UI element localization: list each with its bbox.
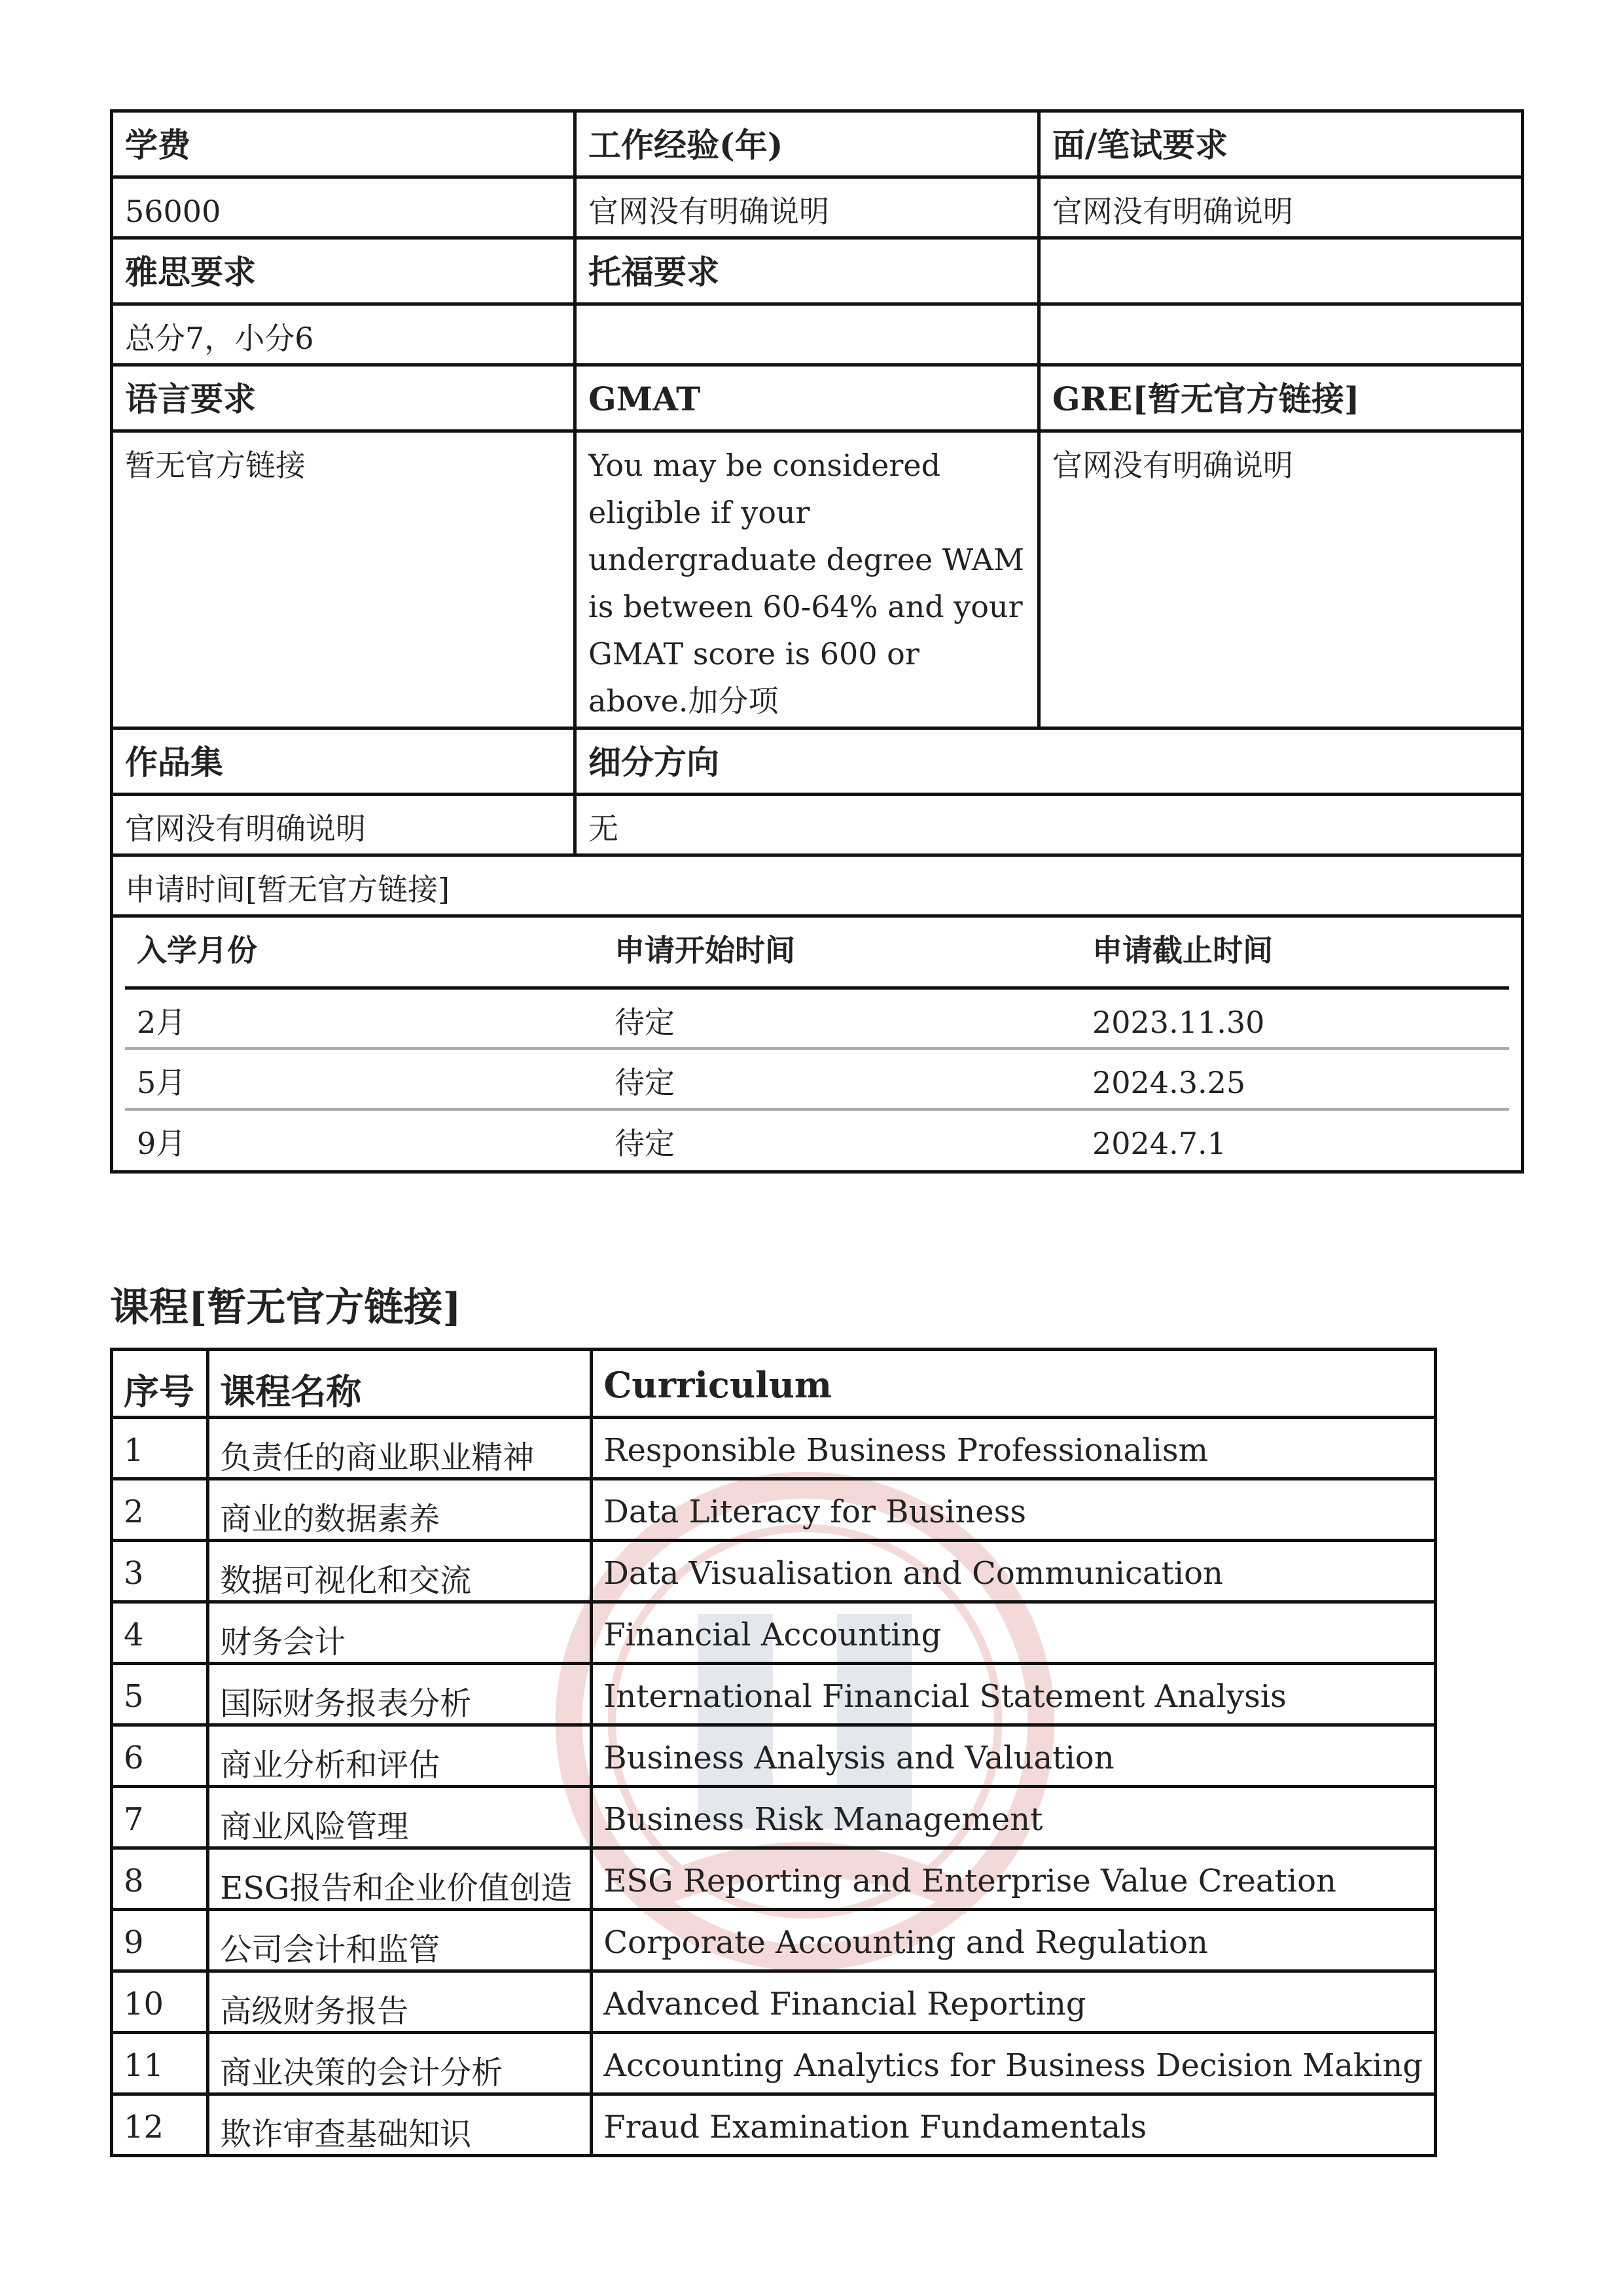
- intake-deadline: 2023.11.30: [1080, 988, 1509, 1049]
- table-row: [112, 1910, 1436, 1971]
- course-curriculum: Responsible Business Professionalism: [592, 1418, 1436, 1479]
- table-row: [112, 2094, 1436, 2156]
- ielts-value: 总分7，小分6: [112, 304, 575, 365]
- intake-deadline-header: 申请截止时间: [1080, 918, 1509, 988]
- intake-deadline: 2024.7.1: [1092, 1126, 1226, 1161]
- ielts-label: 雅思要求: [112, 238, 575, 304]
- course-name: 商业的数据素养: [208, 1479, 592, 1541]
- tuition-label: 学费: [112, 111, 575, 177]
- intake-month-header: 入学月份: [125, 918, 603, 988]
- intake-start: 待定: [603, 1049, 1080, 1109]
- table-row: [112, 1479, 1436, 1541]
- course-curriculum: Accounting Analytics for Business Decision Making: [592, 2033, 1436, 2094]
- course-curriculum: Data Visualisation and Communication: [592, 1541, 1436, 1602]
- course-name: 高级财务报告: [208, 1971, 592, 2033]
- course-curriculum: Advanced Financial Reporting: [592, 1971, 1436, 2033]
- table-row: [112, 1418, 1436, 1479]
- gmat-label: GMAT: [575, 365, 1039, 431]
- course-name: 数据可视化和交流: [208, 1541, 592, 1602]
- course-name: 商业决策的会计分析: [208, 2033, 592, 2094]
- table-row: [112, 1602, 1436, 1664]
- direction-value: 无: [575, 795, 1523, 855]
- empty-cell: [1039, 304, 1522, 365]
- empty-cell: [1039, 238, 1522, 304]
- table-row: [112, 1541, 1436, 1602]
- intake-start: 待定: [603, 988, 1080, 1049]
- course-name: 商业风险管理: [208, 1787, 592, 1848]
- col-curriculum-header: Curriculum: [592, 1350, 1436, 1418]
- work-experience-label: 工作经验(年): [575, 111, 1039, 177]
- course-number: 4: [112, 1602, 208, 1664]
- intake-deadline: 2024.3.25: [1080, 1049, 1509, 1109]
- direction-label: 细分方向: [575, 728, 1523, 795]
- course-curriculum: Business Analysis and Valuation: [592, 1725, 1436, 1787]
- toefl-value: [575, 304, 1039, 365]
- courses-table: [110, 1348, 1437, 2157]
- course-number: 5: [112, 1664, 208, 1725]
- course-number: 9: [112, 1910, 208, 1971]
- course-curriculum: Business Risk Management: [592, 1787, 1436, 1848]
- gre-label: GRE[暂无官方链接]: [1039, 365, 1522, 431]
- course-name: 负责任的商业职业精神: [208, 1418, 592, 1479]
- interview-label: 面/笔试要求: [1039, 111, 1522, 177]
- portfolio-value: 官网没有明确说明: [112, 795, 575, 855]
- intake-start: 待定: [615, 1126, 675, 1161]
- course-number: 11: [112, 2033, 208, 2094]
- course-name: 公司会计和监管: [208, 1910, 592, 1971]
- table-row: [125, 988, 1509, 1049]
- course-curriculum: ESG Reporting and Enterprise Value Creation: [592, 1848, 1436, 1910]
- course-number: 3: [112, 1541, 208, 1602]
- table-row: [112, 1848, 1436, 1910]
- work-experience-value: 官网没有明确说明: [575, 177, 1039, 238]
- intake-table: [125, 918, 1509, 1170]
- intake-month: 9月: [137, 1126, 187, 1161]
- course-curriculum: Corporate Accounting and Regulation: [592, 1910, 1436, 1971]
- course-curriculum: Fraud Examination Fundamentals: [592, 2094, 1436, 2156]
- course-name: 欺诈审查基础知识: [208, 2094, 592, 2156]
- tuition-value: 56000: [112, 177, 575, 238]
- intake-start-header: 申请开始时间: [603, 918, 1080, 988]
- application-time-label: 申请时间[暂无官方链接]: [112, 855, 1523, 916]
- intake-month: 5月: [125, 1049, 603, 1109]
- table-row: [125, 1049, 1509, 1109]
- course-number: 6: [112, 1725, 208, 1787]
- table-row: [112, 1725, 1436, 1787]
- col-number-header: 序号: [112, 1350, 208, 1418]
- program-info-table: [110, 109, 1524, 1174]
- gmat-value: You may be considered eligible if your undergraduate degree WAM is between 60-64% and your GMAT score is 600 or above.加分项: [575, 431, 1039, 728]
- portfolio-label: 作品集: [112, 728, 575, 795]
- course-number: 10: [112, 1971, 208, 2033]
- language-label: 语言要求: [112, 365, 575, 431]
- table-row: [125, 1109, 1509, 1170]
- table-row: [112, 1664, 1436, 1725]
- course-number: 12: [112, 2094, 208, 2156]
- course-number: 7: [112, 1787, 208, 1848]
- courses-title: 课程[暂无官方链接]: [110, 1285, 461, 1331]
- course-name: 财务会计: [208, 1602, 592, 1664]
- language-value: 暂无官方链接: [112, 431, 575, 728]
- course-number: 8: [112, 1848, 208, 1910]
- toefl-label: 托福要求: [575, 238, 1039, 304]
- table-row: [112, 1971, 1436, 2033]
- course-curriculum: Financial Accounting: [592, 1602, 1436, 1664]
- course-name: ESG报告和企业价值创造: [208, 1848, 592, 1910]
- col-name-header: 课程名称: [208, 1350, 592, 1418]
- course-curriculum: International Financial Statement Analysis: [592, 1664, 1436, 1725]
- gre-value: 官网没有明确说明: [1039, 431, 1522, 728]
- course-curriculum: Data Literacy for Business: [592, 1479, 1436, 1541]
- table-row: [112, 2033, 1436, 2094]
- course-number: 1: [112, 1418, 208, 1479]
- course-name: 国际财务报表分析: [208, 1664, 592, 1725]
- intake-month: 2月: [125, 988, 603, 1049]
- course-name: 商业分析和评估: [208, 1725, 592, 1787]
- table-row: [112, 1787, 1436, 1848]
- interview-value: 官网没有明确说明: [1039, 177, 1522, 238]
- course-number: 2: [112, 1479, 208, 1541]
- intake-cell: [112, 916, 1523, 1172]
